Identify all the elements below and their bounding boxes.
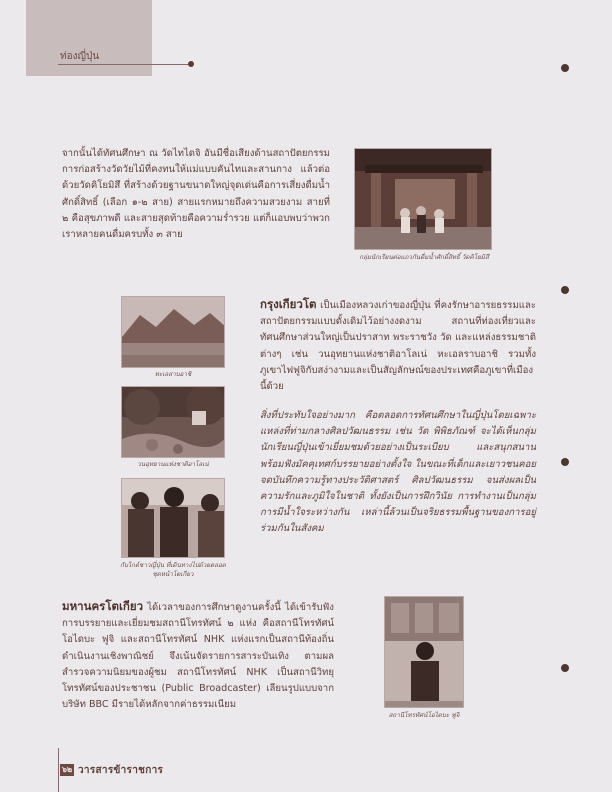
section-label: ท่องญี่ปุ่น — [60, 51, 100, 62]
photo-temple — [354, 148, 492, 250]
caption-station: สถานีโทรทัศน์โอไดบะ ฟูจิ — [388, 712, 460, 719]
side-bullet — [561, 286, 569, 294]
footer-rule — [58, 748, 59, 792]
side-bullet — [561, 458, 569, 466]
photo-group — [121, 478, 225, 558]
paragraph-kyoto: กรุงเกียวโต เป็นเมืองหลวงเก่าของญี่ปุ่น ที่คงรักษาอารยธรรมและสถาปัตยกรรมแบบดั้งเดิมไว้อย่างงดงาม สถานที่ท่องเที่ยวและทัศนศึกษาส่วนใหญ่เป็นปราสาท พระราชวัง วัด และแหล่งธรรมชาติต่างๆ เช่น วนอุทยานแห่งชาติอาโลเน่ หะเอลราบอาชิ รวมทั้งภูเขาไฟฟูจิกับสง่างามและเป็นสัญลักษณ์ของประเทศคือภูเขาที่เมืองนี้ด้วย — [260, 297, 536, 393]
tokyo-heading: มหานครโตเกียว — [62, 599, 144, 613]
paragraph-tokyo: มหานครโตเกียว ได้เวลาของการศึกษาดูงานครั้งนี้ ได้เข้ารับฟังการบรรยายและเยี่ยมชมสถานีโทรทัศน์ ๒ แห่ง คือสถานีโทรทัศน์โอไดบะ ฟูจิ และสถานีโทรทัศน์ NHK แห่งแรกเป็นสถานีท้องถิ่น ดำเนินงานเชิงพาณิชย์ จึงเน้นจัดรายการสาระบันเทิง ตามผลสำรวจความนิยมของผู้ชม สถานีโทรทัศน์ NHK เป็นสถานีวิทยุโทรทัศน์ของประชาชน (Public Broadcaster) เลียนรูปแบบจากบริษัท BBC มีรายได้หลักจากค่าธรรมเนียม — [62, 599, 334, 711]
header-rule — [58, 64, 190, 65]
side-bullet — [561, 64, 569, 72]
caption-temple: กลุ่มนักเรียนต่อแถวกันดื่มน้ำศักดิ์สิทธิ์ วัดคิโยมิสึ — [359, 254, 489, 261]
photo-garden — [121, 386, 225, 458]
side-bullet — [561, 664, 569, 672]
header-bullet — [188, 61, 194, 67]
paragraph-impression: สิ่งที่ประทับใจอย่างมาก คือตลอดการทัศนศึกษาในญี่ปุ่นโดยเฉพาะแหล่งที่ท่ามกลางศิลปวัฒนธรรม เช่น วัด พิพิธภัณฑ์ จะได้เห็นกลุ่มนักเรียนญี่ปุ่นเข้าเยี่ยมชมด้วยอย่างเป็นระเบียบ และสนุกสนาน พร้อมฟังมัคคุเทศก์บรรยายอย่างตั้งใจ ในขณะที่เด็กและเยาวชนคอยจดบันทึกความรู้ทางประวัติศาสตร์ ศิลปวัฒนธรรม จนส่งผลเป็นความรักและภูมิใจในชาติ ทั้งยังเป็นการฝึกวินัย การทำงานเป็นกลุ่ม การมีน้ำใจระหว่างกัน เหล่านี้ล้วนเป็นจริยธรรมพื้นฐานของการอยู่ร่วมกันในสังคม — [260, 410, 536, 535]
photo-lake — [121, 296, 225, 368]
page-number: ๖๒ — [61, 765, 73, 774]
caption-lake: ทะเลสาบอาชิ — [154, 371, 192, 378]
photo-station — [384, 596, 464, 708]
paragraph-temples: จากนั้นได้ทัศนศึกษา ณ วัดไทไดจิ อันมีชื่อเสียงด้านสถาปัตยกรรมการก่อสร้างวัดวัยไม้ที่คงทนให้แม่แบบคันไทและสานกาง แล้วต่อด้วยวัดคิโยมิสึ ที่สร้างด้วยฐานขนาดใหญ่จุดเด่นคือการเสี่ยงดื่มน้ำศักดิ์สิทธิ์ (เลือก ๑-๒ สาย) สายแรกหมายถึงความสวยงาม สายที่ ๒ คือสุขภาพดี และสายสุดท้ายคือความร่ำรวย แต่ก็แอบพบว่าพวกเราหลายคนดื่มครบทั้ง ๓ สาย — [62, 148, 330, 241]
caption-garden: วนอุทยานแห่งชาติอาโลเน่ — [137, 461, 209, 468]
kyoto-heading: กรุงเกียวโต — [260, 297, 317, 311]
magazine-title: วารสารข้าราชการ — [78, 765, 164, 776]
caption-group: กับไกด์ชาวญี่ปุ่น ที่เดินทางไปด้วยตลอด ชุดหน้าโตเกียว — [120, 562, 226, 579]
